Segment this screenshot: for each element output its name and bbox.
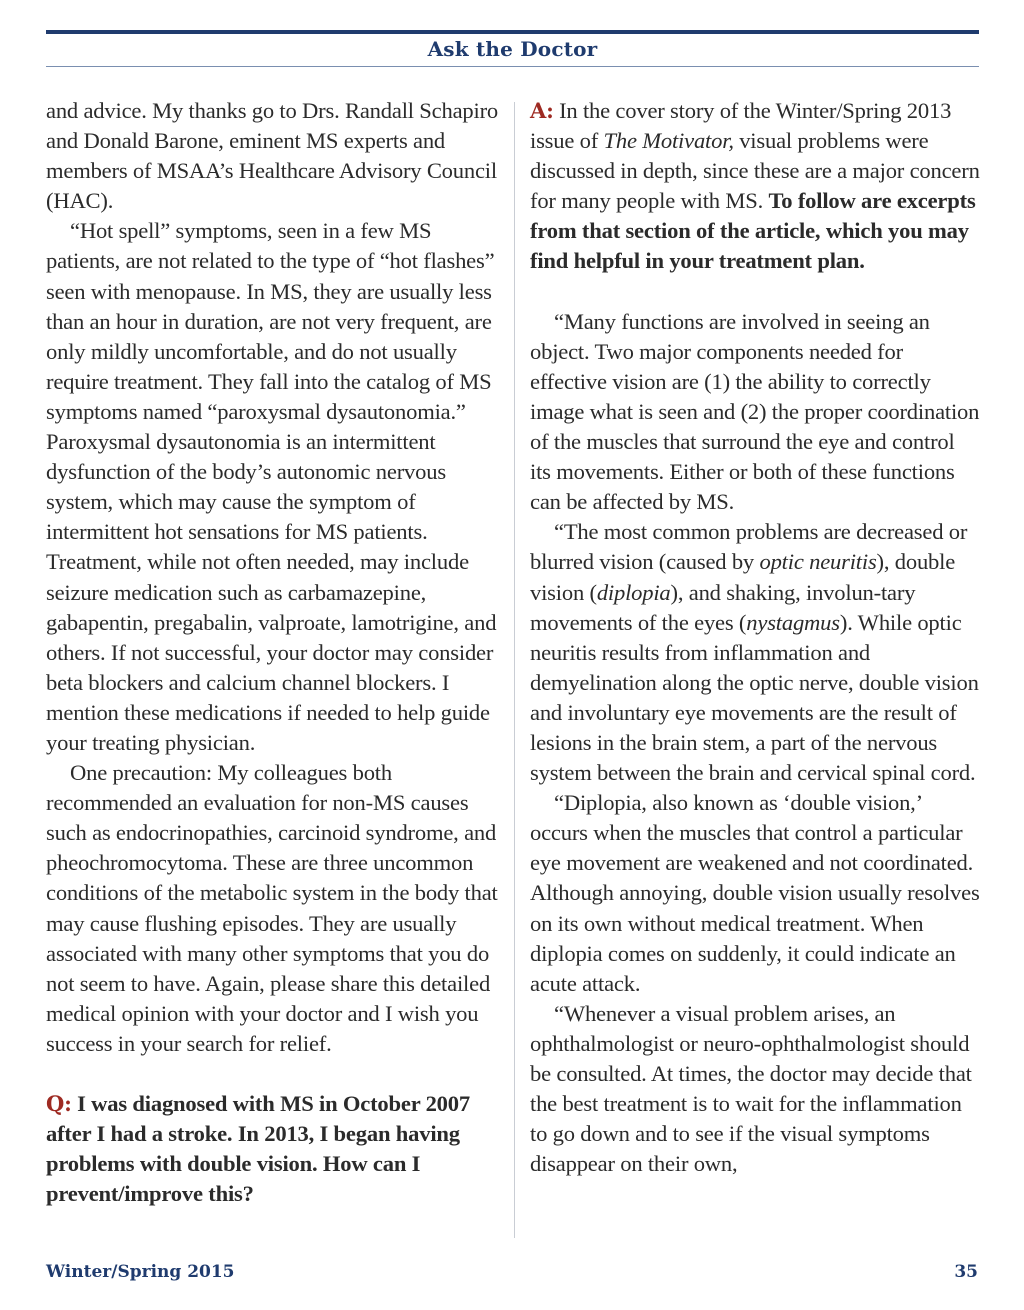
paragraph: One precaution: My colleagues both recommended an evaluation for non-MS causes such as endocrinopathies, carcinoid syndrome, and pheochromocytoma. These are three uncommon conditions of the metabolic system in the body that may cause flushing episodes. They are usually associated with many other symptoms that you do not seem to have. Again, please share this detailed medical opinion with your doctor and I wish you success in your search for relief. (46, 760, 498, 1056)
left-column (46, 96, 502, 1209)
answer-bold-text: To follow are excerpts from that section of the article, which you may find helpful in your treatment plan. (530, 188, 976, 274)
italic-term: nystagmus (746, 609, 840, 635)
answer-paragraph (530, 96, 980, 277)
text-run: ), and shaking, involun-tary movements of the eyes ( (530, 579, 916, 635)
text-run: ), double vision ( (530, 549, 956, 605)
paragraph: “Many functions are involved in seeing an object. Two major components needed for effective vision are (1) the ability to correctly image what is seen and (2) the proper coordination of the muscles that surround the eye and control its movements. Either or both of these functions can be affected by MS. (530, 308, 980, 515)
page-section-title: Ask the Doctor (427, 37, 598, 61)
paragraph: “Whenever a visual problem arises, an ophthalmologist or neuro-ophthalmologist should be consulted. At times, the doctor may decide that the best treatment is to wait for the inflammation to go down and to see if the visual symptoms disappear on their own, (530, 1000, 972, 1177)
paragraph: “Diplopia, also known as ‘double vision,’ occurs when the muscles that control a particular eye movement are weakened and not coordinated. Although annoying, double vision usually resolves on its own without medical treatment. When diplopia comes on suddenly, it could indicate an acute attack. (530, 790, 980, 996)
question-paragraph (46, 1089, 502, 1209)
answer-mid: visual problems were discussed in depth, since these are a major concern for many people with MS. (530, 128, 980, 214)
footer-issue-label: Winter/Spring 2015 (46, 1262, 235, 1282)
paragraph: “Hot spell” symptoms, seen in a few MS patients, are not related to the type of “hot flashes” seen with menopause. In MS, they are usually less than an hour in duration, are not very frequent, are only mildly uncomfortable, and do not usually require treatment. They fall into the catalog of MS symptoms named “paroxysmal dysautonomia.” Paroxysmal dysautonomia is an intermittent dysfunction of the body’s autonomic nervous system, which may cause the symptom of intermittent hot sensations for MS patients. Treatment, while not often needed, may include seizure medication such as carbamazepine, gabapentin, pregabalin, valproate, lamotrigine, and others. If not successful, your doctor may consider beta blockers and calcium channel blockers. I mention these medications if needed to help guide your treating physician. (46, 218, 497, 755)
right-column (530, 96, 980, 1179)
answer-lead: In the cover story of the Winter/Spring 2013 issue of (530, 98, 952, 154)
text-run: “The most common problems are decreased or blurred vision (caused by (530, 519, 968, 575)
question-text: I was diagnosed with MS in October 2007 after I had a stroke. In 2013, I began having problems with double vision. How can I prevent/improve this? (46, 1091, 470, 1207)
answer-marker: A: (530, 98, 554, 123)
paragraph (530, 517, 980, 788)
column-divider (514, 102, 515, 1238)
question-marker: Q: (46, 1091, 72, 1117)
footer-page-number: 35 (954, 1262, 978, 1282)
header-bottom-rule (46, 66, 979, 67)
italic-term: diplopia (596, 579, 671, 605)
text-run: ). While optic neuritis results from inflammation and demyelination along the optic nerve, double vision and involuntary eye movements are the result of lesions in the brain stem, a part of the nervous system between the brain and cervical spinal cord. (530, 609, 979, 786)
paragraph: and advice. My thanks go to Drs. Randall Schapiro and Donald Barone, eminent MS experts and members of MSAA’s Healthcare Advisory Council (HAC). (46, 98, 499, 214)
italic-term: optic neuritis (759, 549, 877, 575)
publication-title: The Motivator, (603, 128, 734, 154)
header-top-rule (46, 30, 979, 34)
